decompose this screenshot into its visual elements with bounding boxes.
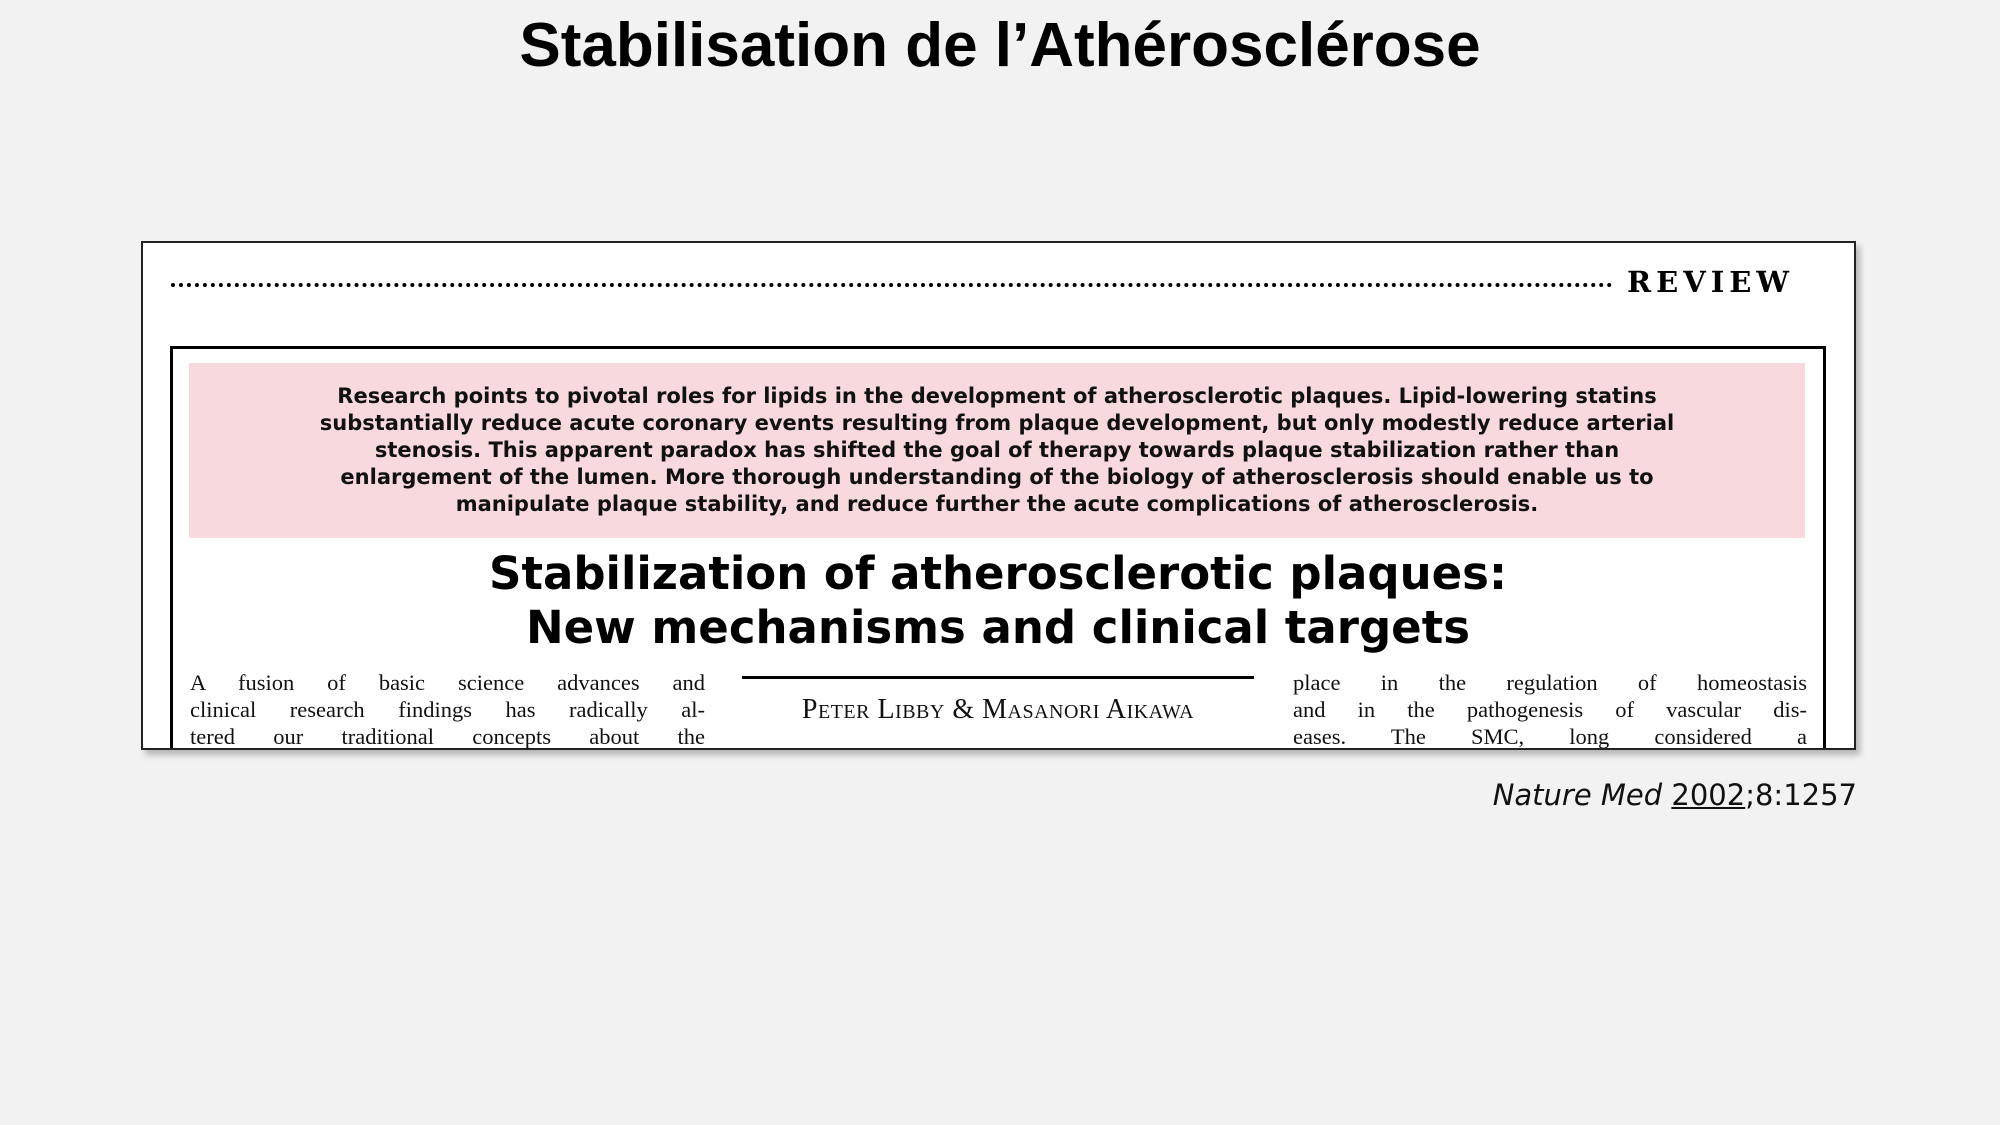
body-line: clinical research findings has radically al- (190, 697, 705, 722)
body-line: eases. The SMC, long considered a (1293, 724, 1807, 749)
body-column-right (1293, 669, 1807, 750)
abstract-line: stenosis. This apparent paradox has shifted the goal of therapy towards plaque stabilization rather than (374, 438, 1620, 462)
citation-year: 2002 (1671, 778, 1746, 812)
slide-title: Stabilisation de l’Athérosclérose (519, 11, 1481, 80)
article-authors: Peter Libby & Masanori Aikawa (801, 694, 1195, 725)
author-rule (742, 676, 1254, 679)
article-title-line: Stabilization of atherosclerotic plaques: (489, 547, 1507, 600)
article-title-line: New mechanisms and clinical targets (526, 601, 1470, 654)
abstract-line: substantially reduce acute coronary events resulting from plaque development, but only modestly reduce arterial (319, 411, 1675, 435)
abstract-box (189, 363, 1805, 538)
citation (1493, 778, 1857, 812)
article-screenshot (141, 241, 1856, 750)
body-line: tered our traditional concepts about the (190, 724, 705, 749)
section-label: REVIEW (1627, 265, 1794, 299)
abstract-line: enlargement of the lumen. More thorough understanding of the biology of atherosclerosis should enable us to (340, 465, 1654, 489)
body-column-left (190, 669, 705, 750)
dotted-rule (171, 283, 1613, 287)
article-box (170, 346, 1826, 750)
article-title (173, 547, 1823, 655)
abstract-line: manipulate plaque stability, and reduce further the acute complications of atherosclerosis. (455, 492, 1539, 516)
abstract-text (272, 383, 1722, 518)
body-line: and in the pathogenesis of vascular dis- (1293, 697, 1807, 722)
body-line: A fusion of basic science advances and (190, 670, 705, 695)
citation-journal: Nature Med (1492, 778, 1663, 812)
citation-volume-page: ;8:1257 (1745, 778, 1857, 812)
body-line: place in the regulation of homeostasis (1293, 670, 1807, 695)
abstract-line: Research points to pivotal roles for lipids in the development of atherosclerotic plaques. Lipid-lowering statins (337, 384, 1657, 408)
